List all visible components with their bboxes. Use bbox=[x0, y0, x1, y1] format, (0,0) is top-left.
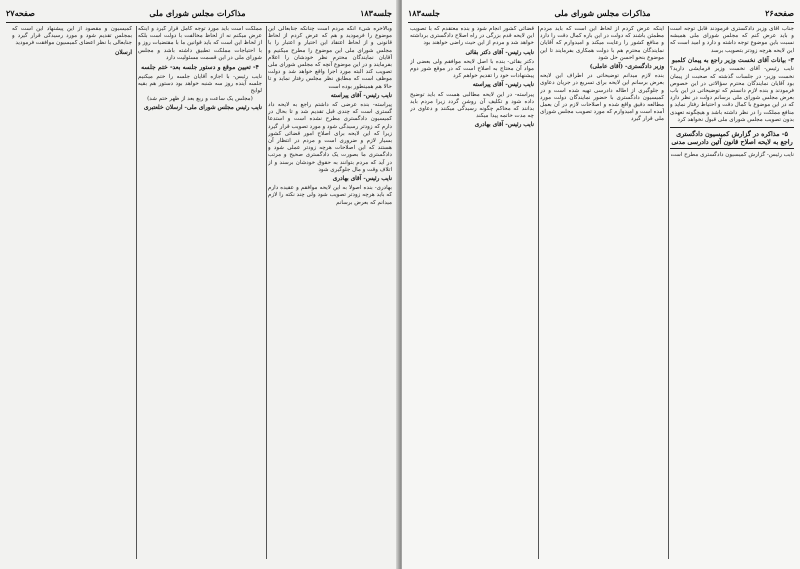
paragraph: نایب رئیس- با اجازه آقایان جلسه را ختم میکنیم جلسه آینده روز سه شنبه خواهد بود دستور هم بقیه لوایح bbox=[138, 73, 262, 95]
paragraph: پیراسته- بنده عرضی که داشتم راجع به لایحه داد گستری است که چندی قبل تقدیم شد و تا بحال در کمیسیون دادگستری مطرح نشده است و استدعا دارم که زودتر رسیدگی شود و مورد تصویب قرار گیرد زیرا که این لایحه برای اصلاح امور قضائی کشور بسیار لازم و ضروری است و مردم در انتظار آن هستند که این اصلاحات هرچه زودتر عملی شود و دادگستری ما بصورت یک دادگستری صحیح و مرتب در آید که مردم بتوانند به حقوق خودشان برسند و از اتلاف وقت و مال جلوگیری شود bbox=[268, 102, 392, 173]
right-page-number: صفحه۲۶ bbox=[765, 8, 794, 18]
column-divider bbox=[136, 26, 137, 559]
right-page bbox=[402, 0, 800, 569]
left-page-session-label: جلسه۱۸۳ bbox=[360, 8, 392, 18]
signature: ارسلان bbox=[115, 49, 132, 56]
right-page-column-1 bbox=[670, 26, 794, 563]
right-page-column-3 bbox=[410, 26, 534, 563]
speaker-heading: وزیر دادگستری- (آقای عاملی) bbox=[589, 64, 664, 71]
paragraph: بنده لازم میدانم توضیحاتی در اطراف این لایحه بعرض برسانم این لایحه برای تسریع در جریان دعاوی و جلوگیری از اطاله دادرسی تهیه شده است و در کمیسیون دادگستری با حضور نمایندگان دولت مورد مطالعه دقیق واقع شده و اصلاحات لازم در آن بعمل آمده است و امیدوارم که مورد تصویب مجلس شورای ملی قرار گیرد bbox=[540, 73, 664, 123]
paragraph: قضائی کشور انجام شود و بنده معتقدم که با تصویب این لایحه قدم بزرگی در راه اصلاح دادگستری برداشته خواهد شد و مردم از این حیث راضی خواهند بود bbox=[410, 26, 534, 47]
paragraph: مملکت است باید مورد توجه کامل قرار گیرد و اینکه عرض میکنم نه از لحاظ مخالفت با دولت است بلکه از لحاظ این است که باید قوانین ما با مقتضیات روز و با احتیاجات مملکت تطبیق داشته باشد و مجلس شورای ملی در این قسمت مسئولیت دارد bbox=[138, 26, 262, 61]
right-page-column-2 bbox=[540, 26, 664, 563]
column-divider bbox=[266, 26, 267, 559]
paragraph: کمیسیون و مقصود از این پیشنهاد این است که بمجلس تقدیم شود و مورد رسیدگی قرار گیرد و جنابعالی با نظر اعضای کمیسیون موافقت فرمودید bbox=[12, 26, 132, 47]
column-divider bbox=[668, 26, 669, 559]
speaker-heading: نایب رئیس- آقای پیراسته bbox=[472, 82, 534, 89]
speaker-heading: نایب رئیس- آقای دکتر بقائی bbox=[465, 49, 534, 56]
section-heading: ۳- بیانات آقای نخست وزیر راجع به پیمان کلمبو bbox=[672, 56, 794, 64]
paragraph: جناب آقای وزیر دادگستری فرمودند قابل توجه است و باید عرض کنم که مجلس شورای ملی همیشه نسبت باین موضوع توجه داشته و دارد و امید است که این لایحه هرچه زودتر بتصویب برسد bbox=[670, 26, 794, 54]
right-page-session-label: جلسه۱۸۳ bbox=[408, 8, 440, 18]
right-page-running-title: مذاکرات مجلس شورای ملی bbox=[554, 8, 651, 18]
paragraph: نایب رئیس- آقای نخست وزیر فرمایشی دارید؟ نخست وزیر- در جلسات گذشته که صحبت از پیمان بود آقایان نمایندگان محترم سؤالاتی در این خصوص فرمودند و بنده لازم دانستم که توضیحاتی در این باب بعرض مجلس شورای ملی برسانم دولت در نظر دارد که در این موضوع با کمال دقت و احتیاط رفتار نماید و منافع مملکت را در نظر داشته باشد و هیچگونه تعهدی بدون تصویب مجلس شورای ملی قبول نخواهد کرد bbox=[670, 66, 794, 123]
right-header-rule bbox=[408, 22, 794, 23]
paragraph: اینکه عرض کردم از لحاظ این است که باید مردم مطمئن باشند که دولت در این باره کمال دقت را دارد و منافع کشور را رعایت میکند و امیدوارم که آقایان نمایندگان محترم هم با دولت همکاری بفرمایند تا این موضوع بنحو احسن حل شود bbox=[540, 26, 664, 61]
section-heading: ۴- تعیین موقع و دستور جلسه بعد- ختم جلسه bbox=[141, 64, 259, 72]
left-page-header bbox=[6, 6, 392, 20]
section-heading-boxed: ۵- مذاکره در گزارش کمیسیون دادگستری راجع به لایحه اصلاح قانون آئین دادرسی مدنی bbox=[670, 127, 794, 149]
right-page-header bbox=[408, 6, 794, 20]
speaker-heading: نایب رئیس- آقای پیراسته bbox=[330, 92, 392, 99]
left-page-column-3 bbox=[12, 26, 132, 563]
left-page-column-2 bbox=[138, 26, 262, 563]
left-header-rule bbox=[6, 22, 392, 23]
left-page-running-title: مذاکرات مجلس شورای ملی bbox=[149, 8, 246, 18]
signature: نایب رئیس مجلس شورای ملی- ارسلان خلعتبری bbox=[143, 105, 262, 112]
paragraph: وبالاخره شیء آنکه مردم است چنانکه جنابعالی این موضوع را فرمودید و هم که عرض کردم از لحاظ قانونی و از لحاظ اعتقاد این اختیار و اعتبار را با مجلس شورای ملی این موضوع را مطرح میکنیم و آقایان نمایندگان محترم نظر خودشان را اعلام بفرمایند و در این موضوع آنچه که مجلس شورای ملی تصویب کند البته مورد اجرا واقع خواهد شد و دولت موظف است که مطابق نظر مجلس رفتار نماید و تا حالا هم همینطور بوده است bbox=[268, 26, 392, 90]
speaker-heading: نایب رئیس- آقای بهادری bbox=[332, 176, 392, 183]
column-divider bbox=[538, 26, 539, 559]
left-page-number: صفحه۲۷ bbox=[6, 8, 35, 18]
paragraph: بهادری- بنده اصولا به این لایحه موافقم و عقیده دارم که باید هرچه زودتر تصویب شود ولی چند نکته را لازم میدانم که بعرض برسانم bbox=[268, 185, 392, 206]
paragraph: پیراسته- در این لایحه مطالبی هست که باید توضیح داده شود و تکلیف آن روشن گردد زیرا مردم باید بدانند که محاکم چگونه رسیدگی میکنند و دعاوی در چه مدت خاتمه پیدا میکند bbox=[410, 91, 534, 120]
paragraph: نایب رئیس- گزارش کمیسیون دادگستری مطرح است bbox=[670, 152, 794, 159]
left-page-column-1 bbox=[268, 26, 392, 563]
speaker-heading: نایب رئیس- آقای بهادری bbox=[474, 122, 534, 129]
adjournment-note: (مجلس یک ساعت و ربع بعد از ظهر ختم شد) bbox=[147, 96, 253, 103]
paragraph: دکتر بقائی- بنده با اصل لایحه موافقم ولی بعضی از مواد آن محتاج به اصلاح است که در موقع شور دوم پیشنهادات خود را تقدیم خواهم کرد bbox=[410, 58, 534, 80]
left-page bbox=[0, 0, 398, 569]
